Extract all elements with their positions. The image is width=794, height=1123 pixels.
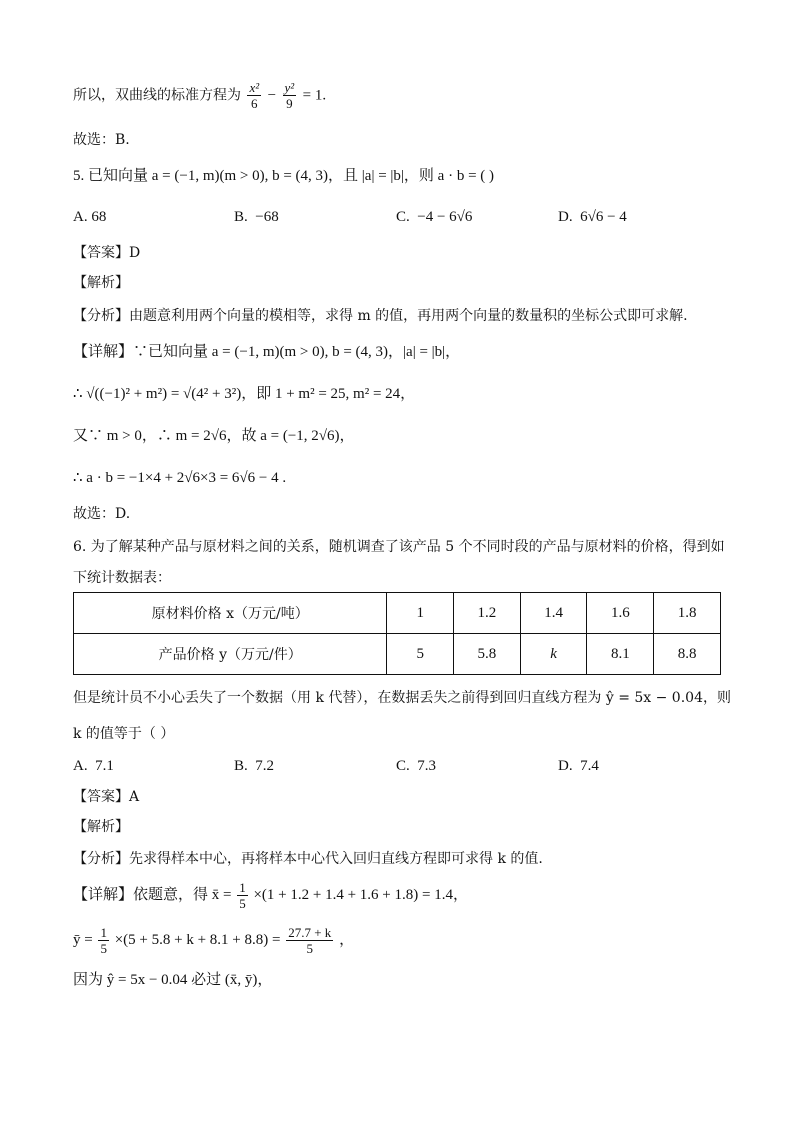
table-row (74, 634, 721, 675)
table-row (74, 593, 721, 634)
q5-xiangjie: 【详解】∵已知向量 a = (−1, m)(m > 0), b = (4, 3)，|a| = |b|， (73, 344, 461, 360)
q5-option-a: A. 68 (73, 209, 107, 225)
q5-jiexi: 【解析】 (73, 275, 129, 291)
table-cell: 1 (387, 593, 454, 634)
q6-option-c: C. 7.3 (396, 758, 437, 774)
q5-option-b: B. −68 (234, 209, 279, 225)
q5-step1: ∴ √((−1)² + m²) = √(4² + 3²)，即 1 + m² = 25, m² = 24， (73, 386, 416, 402)
table-cell: 1.2 (454, 593, 521, 634)
q5-step3: ∴ a · b = −1×4 + 2√6×3 = 6√6 − 4 . (73, 470, 287, 486)
table-cell: k (520, 634, 587, 675)
q4-answer: 故选：B. (73, 132, 130, 148)
table-cell: 5.8 (454, 634, 521, 675)
q6-after-line2: k 的值等于（ ） (73, 726, 175, 742)
q5-stem: 5. 已知向量 a = (−1, m)(m > 0), b = (4, 3)，且 |a| = |b|，则 a · b = ( ) (73, 168, 495, 184)
q6-jiexi: 【解析】 (73, 819, 129, 835)
q5-step2: 又∵ m > 0，∴ m = 2√6，故 a = (−1, 2√6)， (73, 428, 355, 444)
table-cell: 1.4 (520, 593, 587, 634)
q5-fenxi: 【分析】由题意利用两个向量的模相等，求得 m 的值，再用两个向量的数量积的坐标公式即可求解. (73, 308, 688, 324)
q6-option-a: A. 7.1 (73, 758, 114, 774)
table-header-y: 产品价格 y（万元/件） (74, 634, 387, 675)
q5-option-d: D. 6√6 − 4 (558, 209, 627, 225)
table-cell: 1.6 (587, 593, 654, 634)
q5-conclusion: 故选：D. (73, 506, 131, 522)
q6-after-line1: 但是统计员不小心丢失了一个数据（用 k 代替），在数据丢失之前得到回归直线方程为 ŷ = 5x − 0.04，则 (73, 690, 731, 706)
fraction-one-fifth: $\frac{1}{5}$ (239, 880, 246, 911)
intro-suffix: = 1. (302, 87, 327, 104)
q5-answer: 【答案】D (73, 245, 141, 261)
fraction-x2-over-6: $\frac{\text{x²}}{6}$ (249, 80, 260, 111)
q6-option-d: D. 7.4 (558, 758, 599, 774)
fraction-one-fifth: $\frac{1}{5}$ (100, 925, 107, 956)
q6-ybar-line: ȳ = $\frac{1}{5}$ ×(5 + 5.8 + k + 8.1 + 8.8) = $\frac{27.7 + k}{5}$ ， (73, 925, 355, 956)
minus-sign: − (267, 87, 277, 104)
fraction-ybar-result: $\frac{27.7 + k}{5}$ (288, 925, 332, 956)
table-cell: 5 (387, 634, 454, 675)
table-cell: 8.1 (587, 634, 654, 675)
q6-xiangjie: 【详解】依题意，得 x̄ = $\frac{1}{5}$ ×(1 + 1.2 + 1.4 + 1.6 + 1.8) = 1.4， (73, 880, 468, 911)
table-header-x: 原材料价格 x（万元/吨） (74, 593, 387, 634)
q6-answer: 【答案】A (73, 789, 140, 805)
table-cell: 1.8 (654, 593, 721, 634)
intro-prefix: 所以，双曲线的标准方程为 (73, 87, 241, 104)
q5-option-c: C. −4 − 6√6 (396, 209, 473, 225)
q6-stem-line2: 下统计数据表： (73, 570, 171, 586)
q6-fenxi: 【分析】先求得样本中心，再将样本中心代入回归直线方程即可求得 k 的值. (73, 851, 543, 867)
table-cell: 8.8 (654, 634, 721, 675)
q6-option-b: B. 7.2 (234, 758, 275, 774)
q6-stem-line1: 6. 为了解某种产品与原材料之间的关系，随机调查了该产品 5 个不同时段的产品与原材料的价格，得到如 (73, 539, 725, 555)
intro-line (73, 80, 326, 111)
fraction-y2-over-9: $\frac{\text{y²}}{9}$ (284, 80, 295, 111)
q6-last-line: 因为 ŷ = 5x − 0.04 必过 (x̄, ȳ)， (73, 972, 273, 988)
statistics-table (73, 592, 721, 675)
